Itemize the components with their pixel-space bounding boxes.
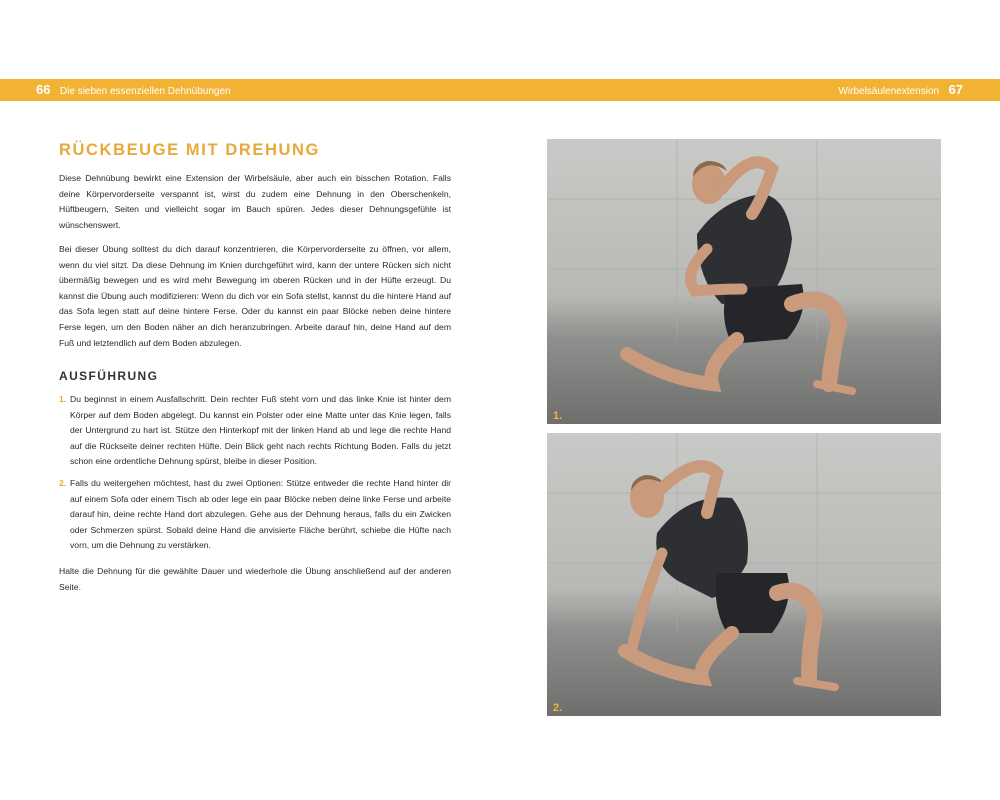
step-item [59, 392, 451, 470]
header-bar [0, 79, 1000, 101]
focus-paragraph: Bei dieser Übung solltest du dich darauf konzentrieren, die Körpervorderseite zu öffnen, vor allem, wenn du viel sitzt. Da diese Dehnung im Knien durchgeführt wird, kann der untere Rücken sich nicht übermäßig bewegen und es wird mehr Bewegung im oberen Rücken und in der Hüfte erzeugt. Du kannst die Übung auch modifizieren: Wenn du dich vor ein Sofa stellst, kannst du die hintere Hand auf das Sofa legen statt auf deine hintere Ferse. Oder du kannst ein paar Blöcke neben deine hintere Ferse legen, um den Boden näher an dich heranzubringen. Arbeite darauf hin, deine Hand auf dem Fuß und letztendlich auf dem Boden abzulegen. [59, 244, 451, 348]
header-right [833, 79, 963, 101]
step-item [59, 476, 451, 554]
photo-label: 2. [553, 702, 563, 714]
step-list [59, 392, 451, 560]
exercise-photo-1 [547, 139, 941, 424]
intro-paragraph: Diese Dehnübung bewirkt eine Extension der Wirbelsäule, aber auch ein bisschen Rotation. Falls deine Körpervorderseite verspannt ist, wirst du zudem eine Dehnung in den Oberschenkeln, Hüftbeugern, Seiten und vielleicht sogar im Bauch spüren. Jedes dieser Dehnungsgefühle ist wünschenswert. [59, 173, 451, 230]
left-running-title: Die sieben essenziellen Dehnübungen [59, 86, 231, 97]
closing-paragraph: Halte die Dehnung für die gewählte Dauer und wiederhole die Übung anschließend auf der anderen Seite. [59, 566, 451, 592]
right-page-number: 67 [948, 82, 963, 97]
step-text: Falls du weitergehen möchtest, hast du zwei Optionen: Stütze entweder die rechte Hand hinter dir auf einem Sofa oder einem Tisch ab oder lege ein paar Blöcke neben deine linke Ferse und arbeite darauf hin, deine rechte Hand dort abzulegen. Gehe aus der Dehnung heraus, falls du ein Zwicken oder Schmerzen spürst. Sobald deine Hand die anvisierte Fläche berührt, schiebe die Hüfte nach vorn, um die Dehnung zu verstärken. [70, 477, 451, 551]
exercise-photo-2 [547, 433, 941, 716]
step-number: 2. [59, 477, 67, 488]
article-title: RÜCKBEUGE MIT DREHUNG [59, 141, 320, 159]
step-text: Du beginnst in einem Ausfallschritt. Dein rechter Fuß steht vorn und das linke Knie ist hinter dem Körper auf dem Boden abgelegt. Du kannst ein Polster oder eine Matte unter das Knie legen, falls der Untergrund zu hart ist. Stütze den Hinterkopf mit der linken Hand ab und lege die rechte Hand auf die Rückseite deiner rechten Hüfte. Dein Blick geht nach rechts Richtung Boden. Falls du jetzt schon eine ordentliche Dehnung spürst, bleibe in dieser Position. [70, 394, 451, 467]
athlete-figure-1 [547, 139, 941, 424]
right-running-title: Wirbelsäulenextension [838, 86, 940, 97]
section-heading: AUSFÜHRUNG [59, 369, 159, 383]
header-left [36, 79, 236, 101]
step-number: 1. [59, 394, 67, 404]
photo-label: 1. [553, 410, 563, 422]
left-page-number: 66 [36, 82, 51, 97]
athlete-figure-2 [547, 433, 941, 716]
